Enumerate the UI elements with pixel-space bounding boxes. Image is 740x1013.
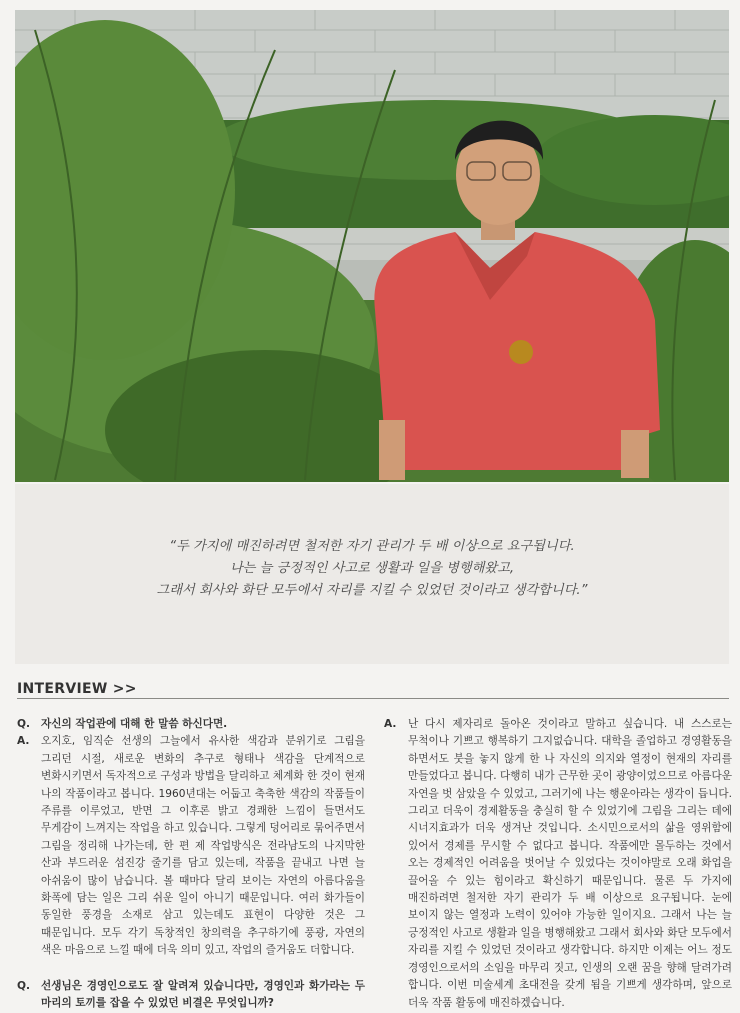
- answer-text: 오지호, 임직순 선생의 그늘에서 유사한 색감과 분위기로 그림을 그리던 시절, 새로운 변화의 추구로 형태나 색감을 단계적으로 변화시키면서 독자적으로 구성과 방법을 달리하고 체계화 한 것이 현재 나의 작품이라고 봅니다. 1960년대는 어둡고 축축한 색감의 작품들이 주류를 이루었고, 반면 그 이후론 밝고 경쾌한 느낌이 들면서도 무게감이 느껴지는 작업을 하고 있습니다. 그렇게 덩어리로 묶어주면서 그림을 정리해 나가는데, 한 편 제 작업방식은 전라남도의 나지막한 산과 부드러운 섬진강 줄기를 담고 있는데, 작품을 끝내고 나면 늘 아쉬움이 많이 남습니다. 볼 때마다 달리 보이는 자연의 아름다움을 화폭에 담는 일은 그리 쉬운 일이 아니기 때문입니다. 여러 화가들이 동일한 풍경을 소재로 삼고 있는데도 표현이 다양한 것은 그 때문입니다. 모두 각기 독창적인 창의력을 추구하기에 풍광, 자연의 색은 마음으로 느낄 때에 더욱 의미 있고, 작업의 즐거움도 더합니다.: [41, 735, 365, 957]
- question-text: 자신의 작업관에 대해 한 말씀 하신다면.: [41, 718, 228, 730]
- question-1: [17, 716, 365, 733]
- question-text: 선생님은 경영인으로도 잘 알려져 있습니다만, 경영인과 화가라는 두 마리의 토끼를 잡을 수 있었던 비결은 무엇입니까?: [41, 979, 365, 1010]
- answer-marker: A.: [17, 735, 30, 748]
- pull-quote-line: 나는 늘 긍정적인 사고로 생활과 일을 병행해왔고,: [229, 561, 515, 576]
- question-marker: Q.: [17, 979, 31, 992]
- answer-1: [17, 733, 365, 959]
- pull-quote: [15, 536, 729, 602]
- answer-text: 난 다시 제자리로 돌아온 것이라고 말하고 싶습니다. 내 스스로는 무척이나 기쁘고 행복하기 그지없습니다. 대학을 졸업하고 경영활동을 하면서도 붓을 놓지 않게 한 나 자신의 의지와 열정이 현재의 자리를 만들었다고 봅니다. 다행히 내가 근무한 곳이 광양이었으므로 아름다운 자연을 벗 삼았을 수 있었고, 그러기에 나는 행운아라는 생각이 듭니다. 그리고 더욱이 경제활동을 충실히 할 수 있었기에 그림을 그리는 데에 시너지효과가 더욱 생겨난 것입니다. 소시민으로서의 삶을 영위함에 있어서 경제를 무시할 수 없다고 봅니다. 작품에만 몰두하는 것에서 오는 경제적인 어려움을 벗어날 수 있었다는 것이야말로 오래 화업을 끌어올 수 있는 힘이라고 확신하기 때문입니다. 물론 두 가지에 매진하려면 철저한 자기 관리가 두 배 이상으로 요구됩니다. 눈에 보이지 않는 열정과 노력이 있어야 가능한 일이지요. 그래서 나는 늘 긍정적인 사고로 생활과 일을 병행해왔고 그래서 회사와 화단 모두에서 자리를 지킬 수 있었던 것이라고 생각합니다. 하지만 이제는 어느 정도 경영인으로서의 소임을 마무리 짓고, 인생의 오랜 꿈을 향해 달려가려 합니다. 이번 미술세계 초대전을 갖게 됨을 기쁘게 생각하며, 앞으로 더욱 작품 활동에 매진하겠습니다.: [408, 718, 732, 1009]
- answer-2: [384, 716, 732, 1012]
- answer-marker: A.: [384, 718, 397, 730]
- interview-column-left: [17, 716, 365, 1013]
- question-2: [17, 978, 365, 1013]
- pull-quote-panel: [15, 484, 729, 664]
- interview-column-right: [384, 716, 732, 1012]
- pull-quote-line: “두 가지에 매진하려면 철저한 자기 관리가 두 배 이상으로 요구됩니다.: [169, 539, 575, 554]
- interview-header: [17, 680, 729, 699]
- portrait-photo: [15, 10, 729, 482]
- question-marker: Q.: [17, 718, 31, 730]
- pull-quote-line: 그래서 회사와 화단 모두에서 자리를 지킬 수 있었던 것이라고 생각합니다.”: [156, 583, 588, 598]
- interview-title: INTERVIEW >>: [17, 681, 137, 697]
- portrait-illustration: [15, 10, 729, 482]
